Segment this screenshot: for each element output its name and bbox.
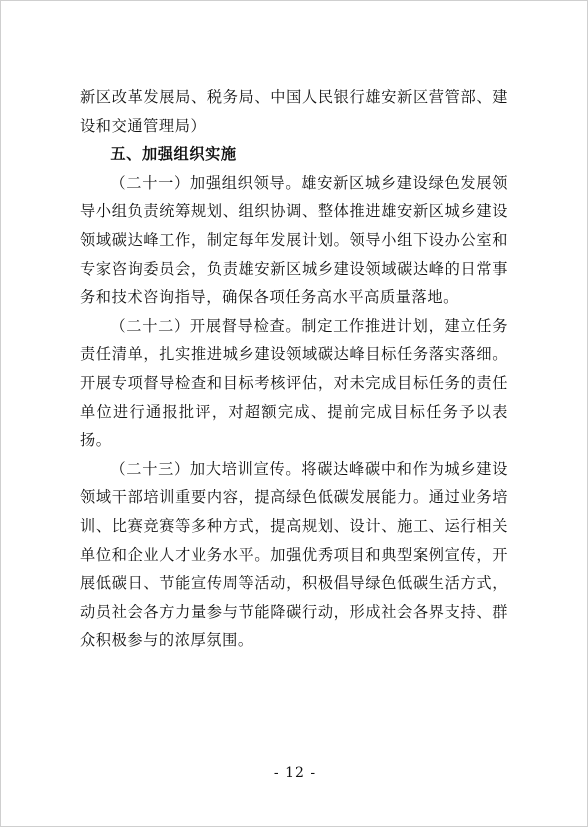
- page-number: - 12 -: [273, 765, 317, 781]
- section-heading: 五、加强组织实施: [110, 145, 237, 164]
- paragraph-22: （二十二）开展督导检查。制定工作推进计划，建立任务责任清单，扎实推进城乡建设领域碳达峰目标任务落实落细。开展专项督导检查和目标考核评估，对未完成目标任务的责任单位进行通报批评，对超额完成、提前完成目标任务予以表扬。: [80, 316, 508, 450]
- continuation-text: 新区改革发展局、税务局、中国人民银行雄安新区营管部、建设和交通管理局）: [80, 88, 508, 135]
- document-body: [80, 83, 508, 655]
- paragraph-23: （二十三）加大培训宣传。将碳达峰碳中和作为城乡建设领域干部培训重要内容，提高绿色低碳发展能力。通过业务培训、比赛竞赛等多种方式，提高规划、设计、施工、运行相关单位和企业人才业务水平。加强优秀项目和典型案例宣传，开展低碳日、节能宣传周等活动，积极倡导绿色低碳生活方式，动员社会各方力量参与节能降碳行动，形成社会各界支持、群众积极参与的浓厚氛围。: [80, 459, 508, 650]
- paragraph-21: （二十一）加强组织领导。雄安新区城乡建设绿色发展领导小组负责统筹规划、组织协调、整体推进雄安新区城乡建设领域碳达峰工作，制定每年发展计划。领导小组下设办公室和专家咨询委员会，负责雄安新区城乡建设领域碳达峰的日常事务和技术咨询指导，确保各项任务高水平高质量落地。: [80, 173, 508, 307]
